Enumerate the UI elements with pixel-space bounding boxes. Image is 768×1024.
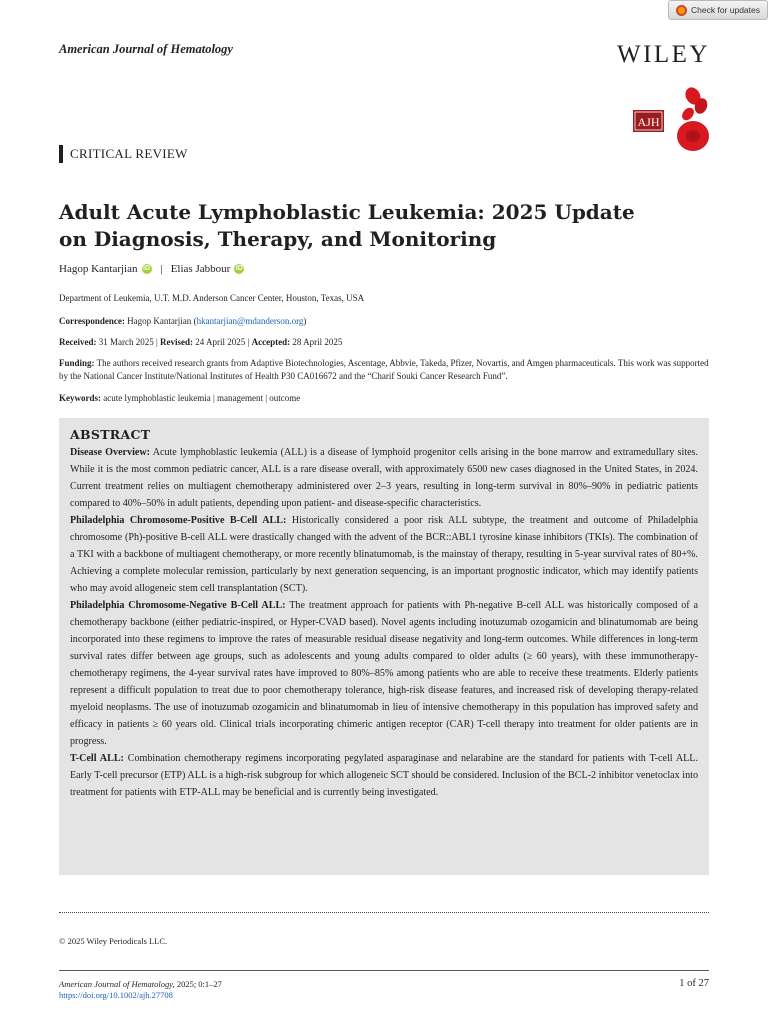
keywords-text: acute lymphoblastic leukemia | management | outcome — [103, 393, 301, 403]
date-separator: | — [247, 337, 250, 347]
abstract-section-text: The treatment approach for patients with Ph-negative B-cell ALL was historically composed of a chemotherapy backbone (either pediatric-inspired, or Hyper-CVAD based). Novel agents including inotuzumab ozogamicin and blinatumomab are being incorporated into these regimens to improve the rates of measurable residual disease negativity and long-term outcomes. While differences in long-term survival rates differ between age groups, such as adolescents and young adults compared to older adults (≥ 60 years), with these immunotherapy-chemotherapy regimens, the 4-year survival rates have improved to 80%–85% among patients who are able to receive these treatments. Elderly patients represent a difficult population to treat due to poor chemotherapy tolerance, high-risk disease features, and increased risk of developing therapy-related myeloid neoplasms. The use of inotuzumab ozogamicin and blinatumomab in lieu of intensive chemotherapy in this population has improved safety and efficacy in patients ≥ 60 years old. Clinical trials incorporating chimeric antigen receptor (CAR) T-cell therapy into treatment for older patients are in progress. — [70, 600, 698, 747]
funding — [59, 357, 709, 382]
section-text: CRITICAL REVIEW — [70, 146, 188, 161]
ajh-logo — [633, 84, 713, 154]
revised-label: Revised: — [160, 337, 194, 347]
correspondence-name: Hagop Kantarjian — [127, 316, 192, 326]
affiliation: Department of Leukemia, U.T. M.D. Anderson Cancer Center, Houston, Texas, USA — [59, 293, 365, 303]
abstract-section-label: Philadelphia Chromosome-Positive B-Cell ALL: — [70, 515, 287, 526]
received-date: 31 March 2025 — [98, 337, 154, 347]
footnote-divider — [59, 912, 709, 913]
abstract-heading: ABSTRACT — [70, 427, 151, 442]
article-dates — [59, 336, 342, 349]
abstract-section-text: Combination chemotherapy regimens incorporating pegylated asparaginase and nelarabine are the standard for patients with T-cell ALL. Early T-cell precursor (ETP) ALL is a high-risk subgroup for which allogeneic SCT should be considered. Inclusion of the BCL-2 inhibitor venetoclax into treatment for patients with ETP-ALL may be beneficial and is currently being investigated. — [70, 753, 698, 798]
author-name[interactable]: Elias Jabbour — [170, 263, 231, 275]
orcid-icon[interactable]: iD — [235, 265, 243, 272]
page-number: 1 of 27 — [679, 978, 709, 989]
journal-title: American Journal of Hematology — [59, 42, 233, 56]
publisher-logo: WILEY — [616, 41, 710, 68]
orcid-icon[interactable]: iD — [143, 265, 150, 272]
author-name[interactable]: Hagop Kantarjian — [59, 263, 138, 275]
check-for-updates-button[interactable] — [668, 0, 768, 20]
correspondence-email-link[interactable]: hkantarjian@mdanderson.org — [196, 316, 304, 326]
article-section-label — [59, 145, 188, 163]
abstract-section-text: Acute lymphoblastic leukemia (ALL) is a disease of lymphoid progenitor cells arising in the bone marrow and extramedullary sites. While it is the most common pediatric cancer, ALL is a rare disease overall, with approximately 6500 new cases diagnosed in the United States, in 2024. Current treatment relies on multiagent chemotherapy administered over 2–3 years, resulting in long-term survival in 80%–90% in pediatric patients compared to 40%–50% in adult patients, depending upon patient- and disease-specific characteristics. — [70, 447, 699, 509]
citation-volume-pages: 2025; 0:1–27 — [176, 979, 222, 989]
abstract-box — [59, 418, 709, 875]
article-title: Adult Acute Lymphoblastic Leukemia: 2025 Update on Diagnosis, Therapy, and Monitoring — [59, 200, 635, 251]
author-list — [59, 263, 253, 275]
abstract-section — [70, 444, 698, 512]
section-marker — [59, 145, 63, 163]
ajh-logo-text: AJH — [637, 115, 660, 129]
citation — [59, 979, 222, 1001]
author-separator: | — [160, 263, 163, 275]
check-updates-icon — [676, 5, 687, 16]
received-label: Received: — [59, 337, 97, 347]
check-for-updates-label: Check for updates — [691, 5, 760, 15]
accepted-label: Accepted: — [251, 337, 291, 347]
abstract-section — [70, 750, 698, 801]
abstract-section — [70, 512, 698, 597]
funding-label: Funding: — [59, 358, 95, 368]
revised-date: 24 April 2025 — [195, 337, 246, 347]
date-separator: | — [155, 337, 158, 347]
keywords — [59, 392, 300, 405]
citation-journal: American Journal of Hematology, — [59, 979, 175, 989]
copyright-notice: © 2025 Wiley Periodicals LLC. — [59, 936, 168, 946]
abstract-section-label: Disease Overview: — [70, 447, 151, 458]
abstract-section-text: Historically considered a poor risk ALL subtype, the treatment and outcome of Philadelphia chromosome (Ph)-positive B-cell ALL were drastically changed with the advent of the BCR::ABL1 tyrosine kinase inhibitors (TKIs). The combination of a TKI with a backbone of multiagent chemotherapy, or more recently blinatumomab, is the mainstay of therapy, resulting in 5-year survival rates of 80+%. Achieving a complete molecular remission, particularly by next generation sequencing, is an important prognostic indicator, which may identify patients who may avoid allogeneic stem cell transplantation (SCT). — [70, 515, 698, 594]
abstract-section — [70, 597, 698, 750]
abstract-section-label: Philadelphia Chromosome-Negative B-Cell ALL: — [70, 600, 286, 611]
doi-link[interactable]: https://doi.org/10.1002/ajh.27708 — [59, 990, 173, 1000]
correspondence-label: Correspondence: — [59, 316, 125, 326]
correspondence: Correspondence: Hagop Kantarjian (hkantarjian@mdanderson.org) — [59, 316, 307, 326]
abstract-section-label: T-Cell ALL: — [70, 753, 124, 764]
funding-text: The authors received research grants from Adaptive Biotechnologies, Ascentage, Abbvie, Takeda, Pfizer, Novartis, and Amgen pharmaceuticals. This work was supported by the National Cancer Institute/National Institutes of Health P30 CA016672 and the “Charif Souki Cancer Research Fund”. — [59, 358, 709, 381]
keywords-label: Keywords: — [59, 393, 101, 403]
accepted-date: 28 April 2025 — [292, 337, 343, 347]
footer-divider — [59, 970, 709, 971]
